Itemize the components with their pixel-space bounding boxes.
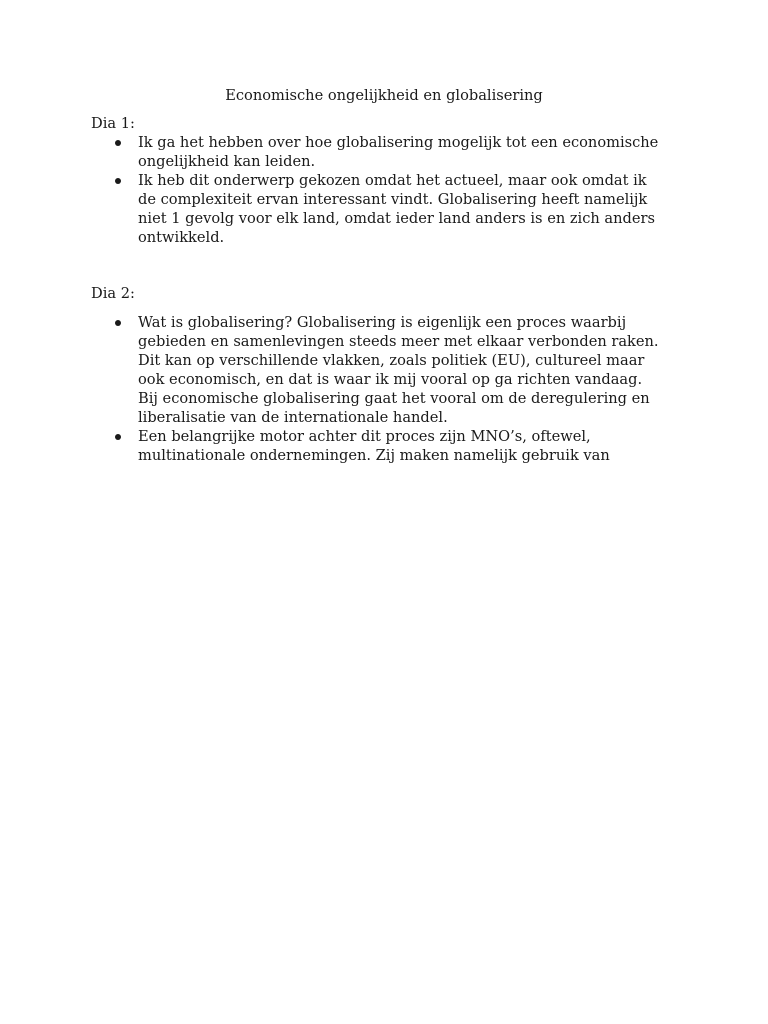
bullet-item [113, 171, 673, 247]
bullet-list-dia-1 [113, 133, 673, 247]
bullet-icon [115, 320, 121, 326]
text-line: de complexiteit ervan interessant vindt. Globalisering heeft namelijk [138, 191, 648, 208]
text-line: ontwikkeld. [138, 229, 225, 246]
bullet-item [113, 313, 673, 427]
text-line: multinationale ondernemingen. Zij maken namelijk gebruik van [138, 447, 610, 464]
bullet-list-dia-2 [113, 313, 673, 465]
text-line: Ik heb dit onderwerp gekozen omdat het actueel, maar ook omdat ik [138, 172, 647, 189]
text-line: Wat is globalisering? Globalisering is eigenlijk een proces waarbij [138, 314, 627, 331]
text-line: Ik ga het hebben over hoe globalisering mogelijk tot een economische [138, 134, 659, 151]
bullet-icon [115, 140, 121, 146]
bullet-icon [115, 434, 121, 440]
section-label-dia-1: Dia 1: [91, 115, 135, 132]
bullet-item [113, 133, 673, 171]
document-title: Economische ongelijkheid en globalisering [225, 87, 543, 104]
text-line: gebieden en samenlevingen steeds meer met elkaar verbonden raken. [138, 333, 659, 350]
text-line: niet 1 gevolg voor elk land, omdat ieder land anders is en zich anders [138, 210, 655, 227]
text-line: Een belangrijke motor achter dit proces zijn MNO’s, oftewel, [138, 428, 591, 445]
text-line: ongelijkheid kan leiden. [138, 153, 316, 170]
text-line: liberalisatie van de internationale handel. [138, 409, 448, 426]
bullet-icon [115, 178, 121, 184]
text-line: Dit kan op verschillende vlakken, zoals politiek (EU), cultureel maar [138, 352, 645, 369]
section-label-dia-2: Dia 2: [91, 285, 135, 302]
text-line: Bij economische globalisering gaat het vooral om de deregulering en [138, 390, 650, 407]
text-line: ook economisch, en dat is waar ik mij vooral op ga richten vandaag. [138, 371, 643, 388]
bullet-item [113, 427, 673, 465]
